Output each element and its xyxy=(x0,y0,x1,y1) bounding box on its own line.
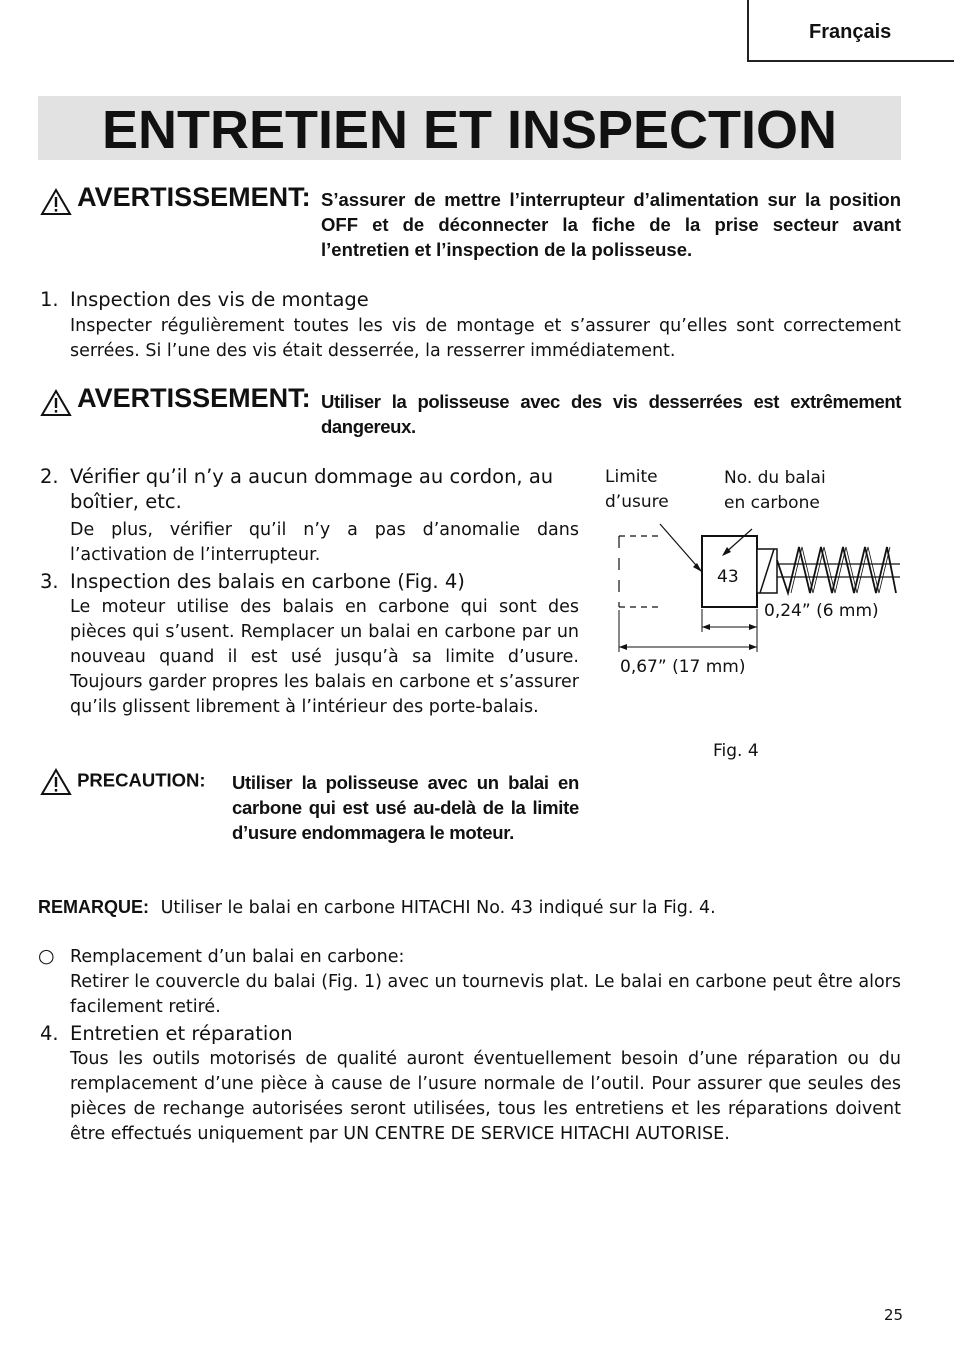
item-1-number: 1. xyxy=(40,288,59,311)
warning-triangle-icon xyxy=(40,768,72,796)
dimension-large: 0,67” (17 mm) xyxy=(620,657,746,677)
remark-label: REMARQUE: xyxy=(38,897,149,917)
item-4-heading: Entretien et réparation xyxy=(70,1022,293,1045)
replacement-body: Retirer le couvercle du balai (Fig. 1) avec un tournevis plat. Le balai en carbone peut être alors facilement retiré. xyxy=(70,972,901,1017)
item-1-body: Inspecter régulièrement toutes les vis de montage et s’assurer qu’elles sont correctement serrées. Si l’une des vis était desserrée, la resserrer immédiatement. xyxy=(70,316,901,361)
replacement-bullet: ○ xyxy=(38,945,55,967)
remark xyxy=(38,895,716,921)
page-title: ENTRETIEN ET INSPECTION xyxy=(101,100,838,160)
precaution-label-group xyxy=(40,768,206,796)
language-tab xyxy=(747,0,954,62)
item-2-number: 2. xyxy=(40,465,59,488)
warning-2-label-group xyxy=(40,383,311,417)
warning-2-label: AVERTISSEMENT: xyxy=(77,383,311,413)
item-3-number: 3. xyxy=(40,570,59,593)
page-number: 25 xyxy=(884,1306,904,1324)
warning-1-label: AVERTISSEMENT: xyxy=(77,182,311,212)
item-4-body: Tous les outils motorisés de qualité auront éventuellement besoin d’une réparation ou du remplacement d’une pièce à cause de l’usure normale de l’outil. Pour assurer que seules des pièces de rechange autorisées seront utilisées, tous les entretiens et les réparations doivent être effectués uniquement par UN CENTRE DE SERVICE HITACHI AUTORISE. xyxy=(70,1049,901,1144)
replacement-heading: Remplacement d’un balai en carbone: xyxy=(70,947,405,967)
item-3-body: Le moteur utilise des balais en carbone qui sont des pièces qui s’usent. Remplacer un balai en carbone par un nouveau quand il est usé jusqu’à sa limite d’usure. Toujours garder propres les balais en carbone et s’assurer qu’ils glissent librement à l’intérieur des porte-balais. xyxy=(70,597,579,717)
remark-text: Utiliser le balai en carbone HITACHI No. 43 indiqué sur la Fig. 4. xyxy=(160,898,716,918)
figure-label-limit xyxy=(605,465,669,515)
brush-number: 43 xyxy=(717,567,739,587)
figure-caption: Fig. 4 xyxy=(713,741,759,761)
precaution-label: PRECAUTION: xyxy=(77,769,206,791)
item-3-heading: Inspection des balais en carbone (Fig. 4) xyxy=(70,570,465,593)
item-1-heading: Inspection des vis de montage xyxy=(70,288,369,311)
item-2-body: De plus, vérifier qu’il n’y a pas d’anomalie dans l’activation de l’interrupteur. xyxy=(70,520,579,565)
figure-label-limit-line1: Limite xyxy=(605,467,658,487)
warning-1-label-group xyxy=(40,182,311,216)
figure-label-limit-line2: d’usure xyxy=(605,492,669,512)
warning-triangle-icon xyxy=(40,389,72,417)
title-bar xyxy=(38,96,901,160)
dimension-small: 0,24” (6 mm) xyxy=(764,601,879,621)
precaution-text: Utiliser la polisseuse avec un balai en carbone qui est usé au-delà de la limite d’usure endommagera le moteur. xyxy=(232,772,579,843)
item-4-number: 4. xyxy=(40,1022,59,1045)
language-label: Français xyxy=(809,21,892,43)
warning-1-text: S’assurer de mettre l’interrupteur d’alimentation sur la position OFF et de déconnecter la fiche de la prise secteur avant l’entretien et l’inspection de la polisseuse. xyxy=(321,189,901,260)
warning-triangle-icon xyxy=(40,188,72,216)
figure-label-number-line1: No. du balai xyxy=(724,468,826,488)
item-2-heading: Vérifier qu’il n’y a aucun dommage au cordon, au boîtier, etc. xyxy=(70,465,554,513)
figure-label-number xyxy=(724,466,826,516)
warning-2-text: Utiliser la polisseuse avec des vis desserrées est extrêmement dangereux. xyxy=(321,391,901,437)
figure-label-number-line2: en carbone xyxy=(724,493,820,513)
